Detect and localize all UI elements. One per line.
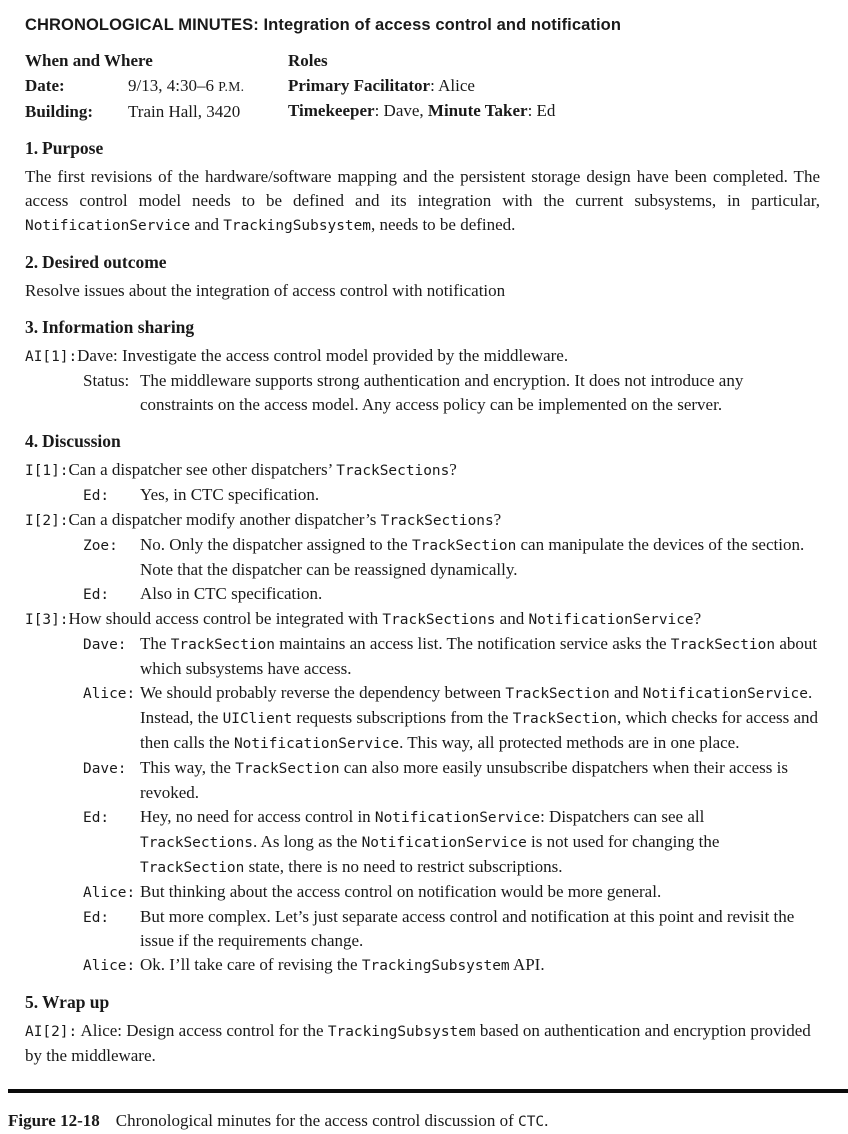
section-title: Information sharing xyxy=(42,317,195,337)
speaker-label: Alice: xyxy=(83,686,136,702)
section-purpose xyxy=(25,136,820,238)
speech-text: This way, the TrackSection can also more easily unsubscribe dispatchers when their access is revoked. xyxy=(140,758,788,802)
date-label: Date: xyxy=(25,76,65,95)
issue-text: Can a dispatcher modify another dispatcher’s TrackSections? xyxy=(68,510,502,529)
speech-text: No. Only the dispatcher assigned to the TrackSection can manipulate the devices of the section. Note that the dispatcher can be reassigned dynamically. xyxy=(140,535,805,579)
speech-row xyxy=(25,582,820,607)
roles-column xyxy=(288,48,820,124)
section-title: Discussion xyxy=(42,431,121,451)
date-value: 9/13, 4:30–6 P.M. xyxy=(128,76,245,95)
speech-text: The TrackSection maintains an access list. The notification service asks the TrackSection about which subsystems have access. xyxy=(140,634,818,678)
status-label: Status: xyxy=(83,371,130,390)
section-desired-outcome xyxy=(25,250,820,303)
section-title: Wrap up xyxy=(42,992,110,1012)
section-wrap-up xyxy=(25,990,820,1068)
figure-caption-text: Chronological minutes for the access control discussion of CTC. xyxy=(115,1111,549,1130)
section-number: 1. xyxy=(25,138,39,158)
figure-label: Figure 12-18 xyxy=(8,1111,100,1130)
section-number: 4. xyxy=(25,431,39,451)
section-title: Purpose xyxy=(42,138,104,158)
speech-row xyxy=(25,880,820,905)
section-title: Desired outcome xyxy=(42,252,167,272)
speech-text: Ok. I’ll take care of revising the TrackingSubsystem API. xyxy=(140,955,545,974)
issue-label: I[1]: xyxy=(25,463,69,479)
status-text: The middleware supports strong authentication and encryption. It does not introduce any constraints on the access model. Any access policy can be implemented on the server. xyxy=(140,371,744,414)
section-heading xyxy=(25,136,820,160)
speaker-label: Dave: xyxy=(83,637,127,653)
building-label: Building: xyxy=(25,102,94,121)
purpose-paragraph: The first revisions of the hardware/software mapping and the persistent storage design have been completed. The access control model needs to be defined and its integration with the current subsystems, in particular, NotificationService and TrackingSubsystem, needs to be defined. xyxy=(25,167,820,234)
when-where-heading: When and Where xyxy=(25,51,153,70)
issue-label: I[3]: xyxy=(25,612,69,628)
speaker-label: Ed: xyxy=(83,488,110,504)
speaker-label: Ed: xyxy=(83,810,110,826)
speech-text: Hey, no need for access control in NotificationService: Dispatchers can see all TrackSections. As long as the NotificationService is not used for changing the TrackSection state, there is no need to restrict subscriptions. xyxy=(140,807,720,876)
issue-row xyxy=(25,458,820,483)
horizontal-rule xyxy=(8,1089,848,1093)
section-discussion xyxy=(25,429,820,978)
timekeeper-row: Timekeeper: Dave, Minute Taker: Ed xyxy=(288,101,556,120)
section-heading xyxy=(25,315,820,339)
building-row xyxy=(25,99,288,124)
when-where-column xyxy=(25,48,288,124)
section-number: 3. xyxy=(25,317,39,337)
speaker-label: Ed: xyxy=(83,587,110,603)
facilitator-row: Primary Facilitator: Alice xyxy=(288,76,475,95)
speaker-label: Dave: xyxy=(83,761,127,777)
speech-row xyxy=(25,533,820,582)
issue-row xyxy=(25,508,820,533)
speech-text: Yes, in CTC specification. xyxy=(140,485,320,504)
section-information-sharing xyxy=(25,315,820,417)
speech-row xyxy=(25,953,820,978)
speech-text: But more complex. Let’s just separate access control and notification at this point and revisit the issue if the requirements change. xyxy=(140,907,795,950)
speech-text: We should probably reverse the dependency between TrackSection and NotificationService. Instead, the UIClient requests subscriptions from the TrackSection, which checks for access and then calls the NotificationService. This way, all protected methods are in one place. xyxy=(140,683,819,752)
wrap-up-paragraph: AI[2]: Alice: Design access control for the TrackingSubsystem based on authentication and encryption provided by the middleware. xyxy=(25,1021,811,1065)
document-title: CHRONOLOGICAL MINUTES: Integration of access control and notification xyxy=(25,16,622,34)
action-item-row xyxy=(25,344,820,369)
issue-label: I[2]: xyxy=(25,513,69,529)
action-item-text: Dave: Investigate the access control model provided by the middleware. xyxy=(77,346,569,365)
section-number: 2. xyxy=(25,252,39,272)
speaker-label: Zoe: xyxy=(83,538,118,554)
speech-text: Also in CTC specification. xyxy=(140,584,323,603)
speaker-label: Alice: xyxy=(83,885,136,901)
figure-caption-block xyxy=(8,1089,848,1134)
speech-row xyxy=(25,483,820,508)
figure-caption xyxy=(8,1109,848,1134)
status-row xyxy=(25,369,820,417)
roles-heading: Roles xyxy=(288,51,328,70)
speech-row xyxy=(25,805,820,880)
action-item-label: AI[1]: xyxy=(25,349,78,365)
date-row xyxy=(25,73,288,99)
speaker-label: Alice: xyxy=(83,958,136,974)
speech-row xyxy=(25,756,820,805)
speech-row xyxy=(25,681,820,756)
building-value: Train Hall, 3420 xyxy=(128,102,241,121)
outcome-paragraph: Resolve issues about the integration of access control with notification xyxy=(25,281,506,300)
speech-row xyxy=(25,632,820,681)
speaker-label: Ed: xyxy=(83,910,110,926)
issue-text: Can a dispatcher see other dispatchers’ TrackSections? xyxy=(68,460,457,479)
section-heading xyxy=(25,429,820,453)
section-heading xyxy=(25,990,820,1014)
section-number: 5. xyxy=(25,992,39,1012)
section-heading xyxy=(25,250,820,274)
speech-row xyxy=(25,905,820,953)
speech-text: But thinking about the access control on notification would be more general. xyxy=(140,882,662,901)
meta-table xyxy=(25,48,820,124)
issue-text: How should access control be integrated with TrackSections and NotificationService? xyxy=(68,609,702,628)
issue-row xyxy=(25,607,820,632)
